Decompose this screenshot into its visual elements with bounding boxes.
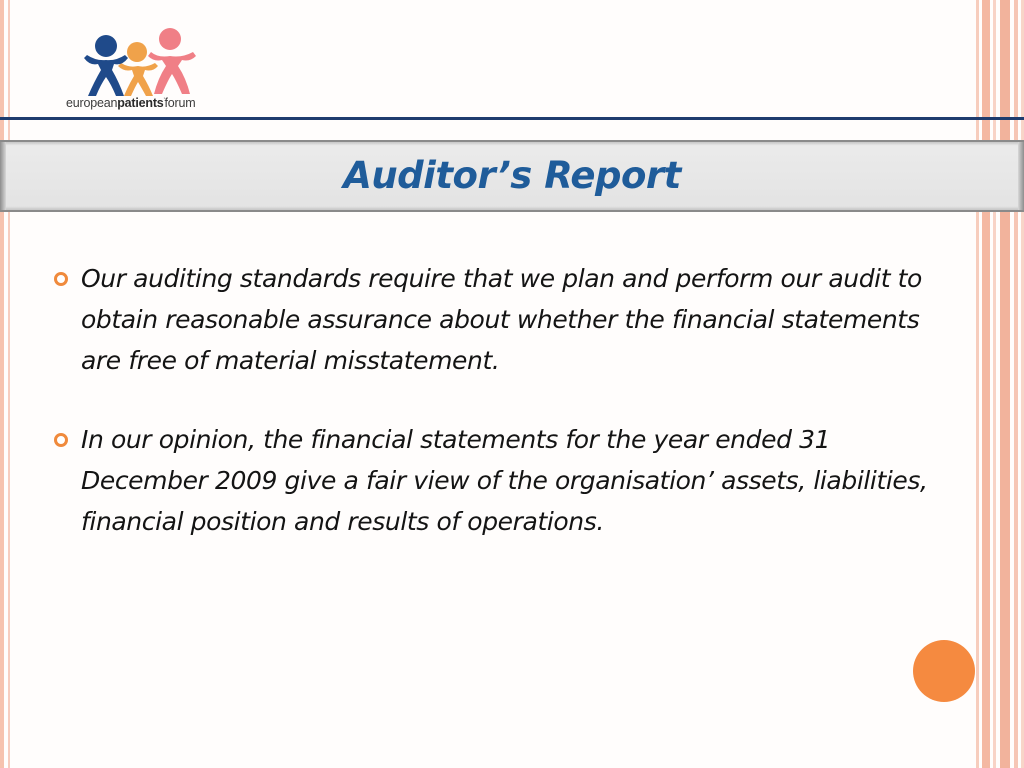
left-border-stripe-thin — [8, 0, 10, 768]
left-border-stripe — [0, 0, 4, 768]
stripe — [982, 0, 990, 768]
ring-bullet-icon — [54, 433, 68, 447]
stripe — [976, 0, 979, 768]
header-rule — [0, 117, 1024, 120]
bullet-text: Our auditing standards require that we plan and perform our audit to obtain reasonable assurance about whether the financial statements are free of material misstatement. — [81, 264, 922, 375]
logo-text-bold: patients — [117, 96, 164, 110]
bullet-list — [54, 258, 954, 542]
stripe — [1014, 0, 1018, 768]
title-band — [0, 140, 1024, 212]
european-patients-forum-logo — [66, 26, 216, 116]
bullet-item — [54, 258, 954, 381]
people-figures-icon — [82, 26, 198, 98]
logo-text-suffix: forum — [164, 96, 196, 110]
logo-text-prefix: european — [66, 96, 118, 110]
ring-bullet-icon — [54, 272, 68, 286]
stripe — [993, 0, 996, 768]
slide-title: Auditor’s Report — [343, 154, 681, 197]
right-border-stripes — [976, 0, 1024, 768]
bullet-item — [54, 419, 954, 542]
stripe — [1000, 0, 1010, 768]
bullet-text: In our opinion, the financial statements for the year ended 31 December 2009 give a fair view of the organisation’ assets, liabilities, financial position and results of operations. — [81, 425, 928, 536]
decorative-orange-circle — [913, 640, 975, 702]
logo-wordmark: europeanpatients'forum — [66, 96, 196, 110]
